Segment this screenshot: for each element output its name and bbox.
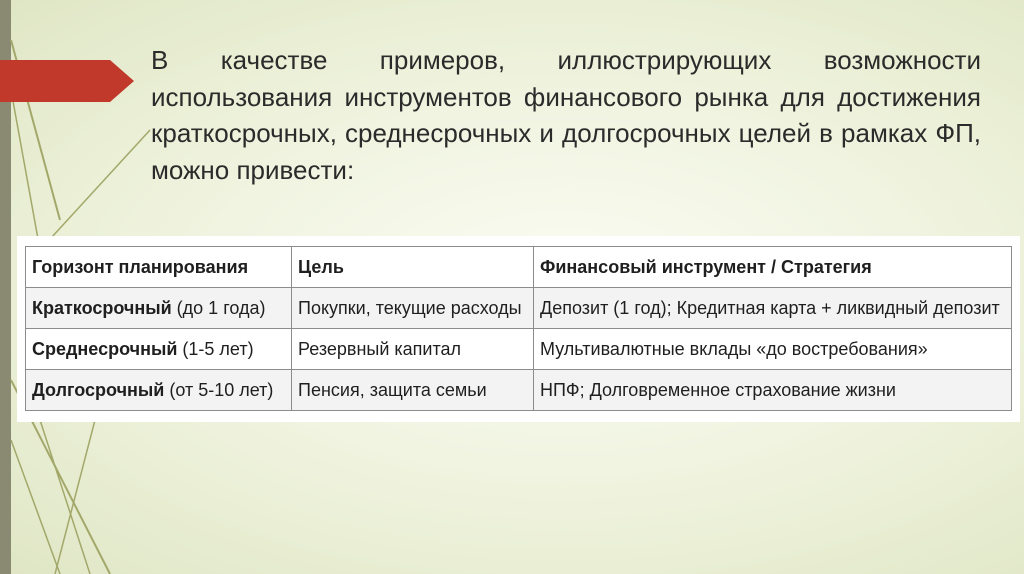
horizon-cell — [26, 370, 292, 411]
table-row — [26, 329, 1012, 370]
period-label: (до 1 года) — [176, 297, 266, 318]
table-card — [17, 236, 1020, 422]
instrument-cell: НПФ; Долговременное страхование жизни — [534, 370, 1012, 411]
table-row — [26, 288, 1012, 329]
table-row — [26, 370, 1012, 411]
header-goal: Цель — [292, 247, 534, 288]
horizon-cell — [26, 288, 292, 329]
intro-text: В качестве примеров, иллюстрирующих возможности использования инструментов финансового рынка для достижения краткосрочных, среднесрочных и долгосрочных целей в рамках ФП, можно привести: — [151, 45, 981, 185]
goal-cell: Покупки, текущие расходы — [292, 288, 534, 329]
instrument-cell: Мультивалютные вклады «до востребования» — [534, 329, 1012, 370]
header-instrument: Финансовый инструмент / Стратегия — [534, 247, 1012, 288]
term-label: Краткосрочный — [32, 297, 172, 318]
horizon-cell — [26, 329, 292, 370]
period-label: (от 5-10 лет) — [169, 379, 274, 400]
goal-cell: Резервный капитал — [292, 329, 534, 370]
header-horizon: Горизонт планирования — [26, 247, 292, 288]
term-label: Долгосрочный — [32, 379, 165, 400]
period-label: (1-5 лет) — [182, 338, 254, 359]
table-header-row — [26, 247, 1012, 288]
term-label: Среднесрочный — [32, 338, 178, 359]
red-arrow-icon — [0, 60, 134, 102]
goal-cell: Пенсия, защита семьи — [292, 370, 534, 411]
instrument-cell: Депозит (1 год); Кредитная карта + ликвидный депозит — [534, 288, 1012, 329]
planning-table — [25, 246, 1012, 411]
